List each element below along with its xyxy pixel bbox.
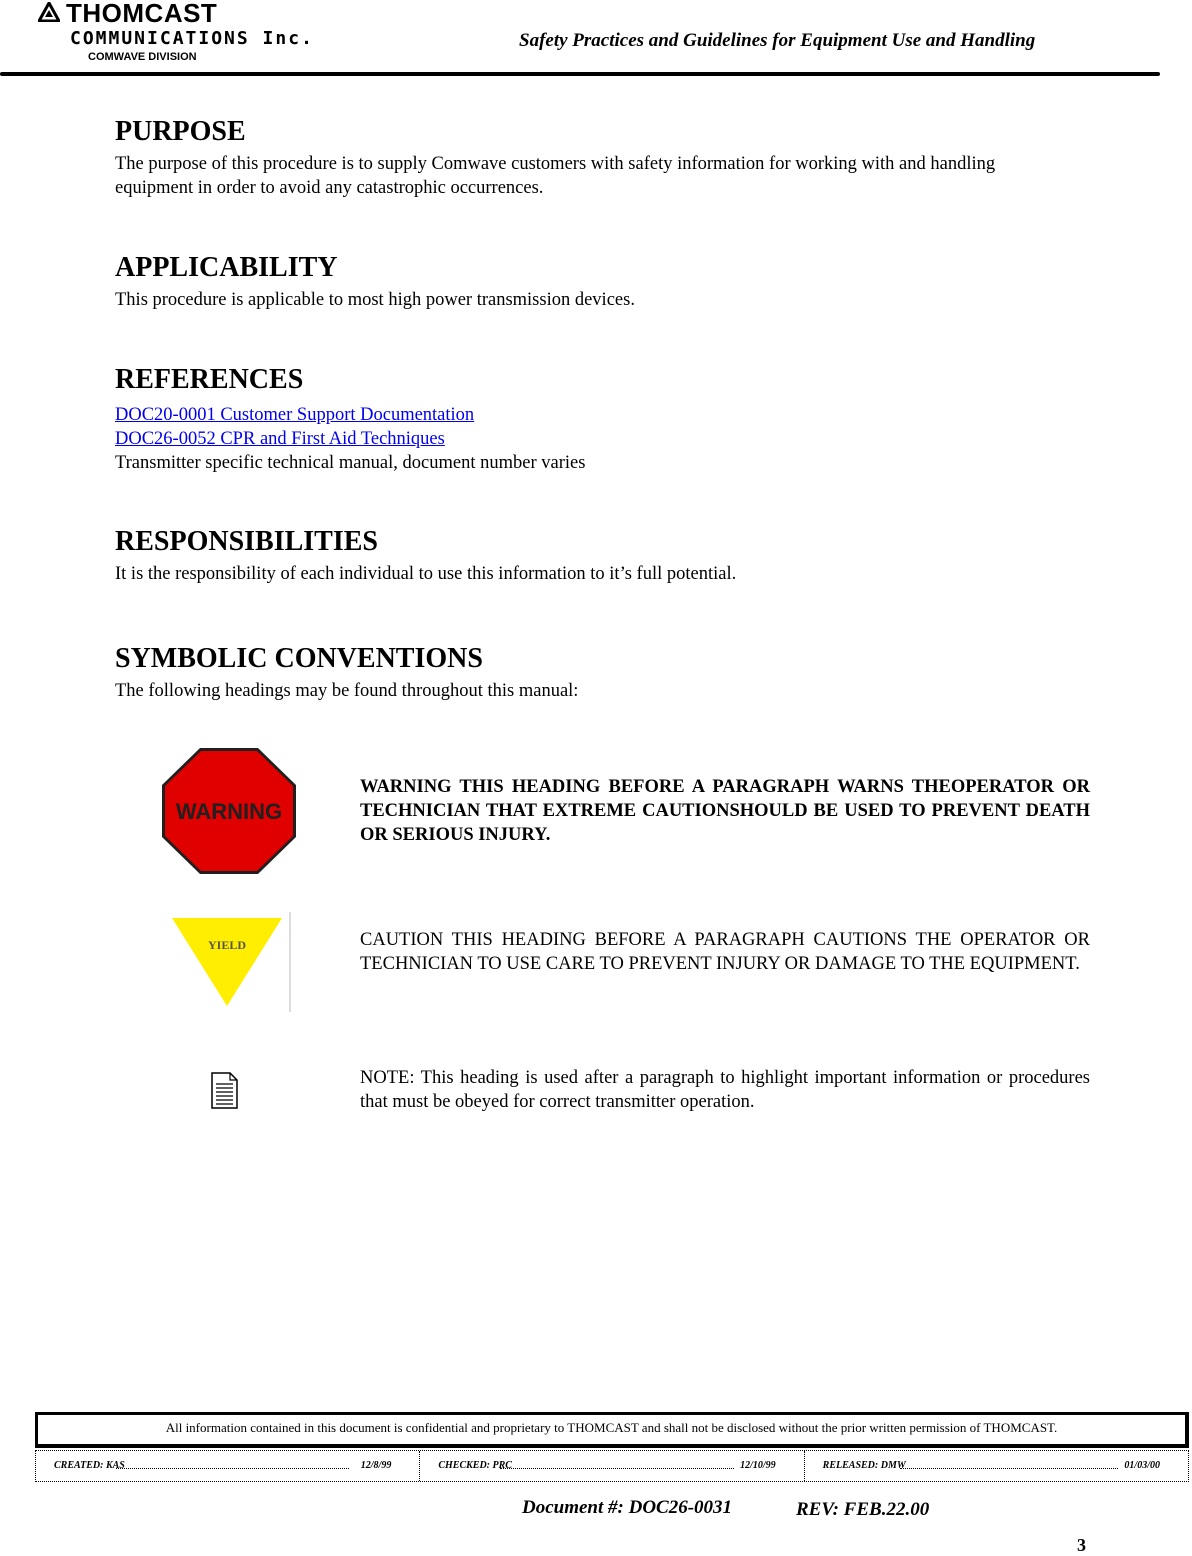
document-title: Safety Practices and Guidelines for Equipment Use and Handling xyxy=(519,30,1036,51)
symbolic-heading: SYMBOLIC CONVENTIONS xyxy=(115,643,483,674)
revision: REV: FEB.22.00 xyxy=(796,1499,930,1520)
note-document-icon xyxy=(210,1071,240,1111)
caution-description: CAUTION THIS HEADING BEFORE A PARAGRAPH CAUTIONS THE OPERATOR OR TECHNICIAN TO USE CARE TO PREVENT INJURY OR DAMAGE TO THE EQUIPMENT. xyxy=(360,930,1090,974)
responsibilities-heading: RESPONSIBILITIES xyxy=(115,526,379,557)
checked-label: CHECKED: PRC xyxy=(438,1460,512,1471)
created-label: CREATED: KAS xyxy=(54,1460,125,1471)
confidentiality-text: All information contained in this document is confidential and proprietary to THOMCAST and shall not be disclosed without the prior written permission of THOMCAST. xyxy=(165,1420,1058,1435)
reference-link-doc20-0001[interactable]: DOC20-0001 Customer Support Documentation xyxy=(115,405,475,425)
symbolic-text: The following headings may be found throughout this manual: xyxy=(115,681,579,701)
logo-division: COMWAVE DIVISION xyxy=(88,51,197,63)
reference-link-doc26-0052[interactable]: DOC26-0052 CPR and First Aid Techniques xyxy=(115,429,445,449)
company-logo xyxy=(38,0,338,70)
created-date: 12/8/99 xyxy=(360,1460,392,1471)
confidentiality-notice xyxy=(35,1412,1189,1448)
purpose-section xyxy=(115,116,1075,200)
logo-wordmark: THOMCAST xyxy=(66,0,218,28)
note-description: NOTE: This heading is used after a paragraph to highlight important information or procedures that must be obeyed for correct transmitter operation. xyxy=(360,1068,1090,1112)
yield-sign-label: YIELD xyxy=(207,938,247,952)
created-leader xyxy=(116,1468,349,1469)
purpose-heading: PURPOSE xyxy=(115,116,246,147)
reference-technical-manual: Transmitter specific technical manual, document number varies xyxy=(115,453,586,473)
checked-date: 12/10/99 xyxy=(740,1460,776,1471)
released-date: 01/03/00 xyxy=(1124,1460,1160,1471)
applicability-text: This procedure is applicable to most high power transmission devices. xyxy=(115,290,635,310)
references-section xyxy=(115,364,1075,475)
applicability-heading: APPLICABILITY xyxy=(115,252,338,283)
signoff-checked xyxy=(420,1451,804,1481)
warning-stop-sign-icon xyxy=(160,747,298,875)
header-divider xyxy=(0,72,1160,76)
warning-description: WARNING THIS HEADING BEFORE A PARAGRAPH WARNS THEOPERATOR OR TECHNICIAN THAT EXTREME CAUTIONSHOULD BE USED TO PREVENT DEATH OR SERIOUS INJURY. xyxy=(360,777,1090,845)
responsibilities-text: It is the responsibility of each individual to use this information to it’s full potential. xyxy=(115,564,737,584)
symbolic-section xyxy=(115,643,1075,703)
signoff-table xyxy=(35,1450,1189,1482)
document-number: Document #: DOC26-0031 xyxy=(522,1497,733,1518)
references-heading: REFERENCES xyxy=(115,364,304,395)
thomcast-logo-icon xyxy=(38,2,60,22)
logo-subtitle: COMMUNICATIONS Inc. xyxy=(70,28,314,49)
responsibilities-section xyxy=(115,526,1075,586)
yield-sign-icon xyxy=(168,912,294,1012)
released-label: RELEASED: DMW xyxy=(822,1460,906,1471)
applicability-section xyxy=(115,252,1075,312)
page-number: 3 xyxy=(1077,1535,1086,1555)
signoff-released xyxy=(805,1451,1188,1481)
released-leader xyxy=(900,1468,1118,1469)
warning-sign-label: WARNING xyxy=(175,799,283,824)
checked-leader xyxy=(500,1468,733,1469)
signoff-created xyxy=(36,1451,420,1481)
purpose-text: The purpose of this procedure is to supply Comwave customers with safety information for working with and handling equipment in order to avoid any catastrophic occurrences. xyxy=(115,154,996,198)
